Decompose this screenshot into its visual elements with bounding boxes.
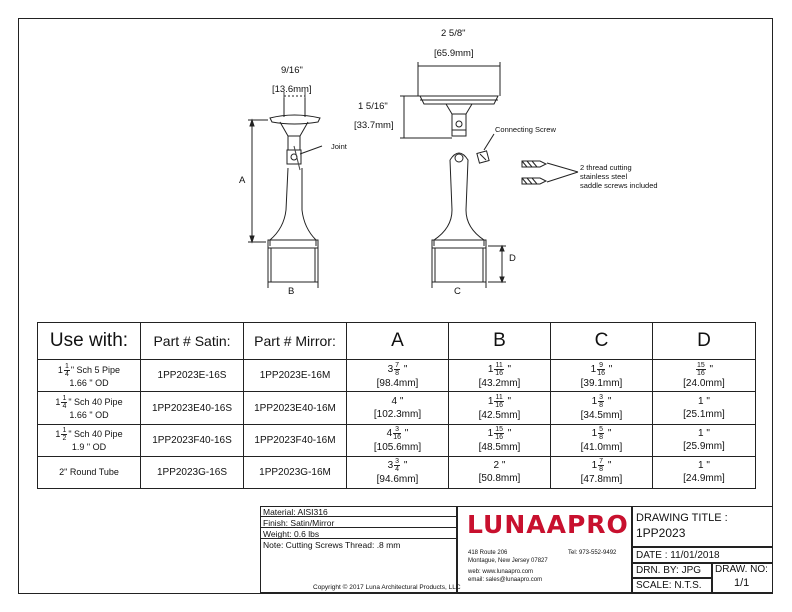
connecting-screw xyxy=(477,134,494,163)
dim-saddle-width: 9/16" xyxy=(281,65,303,76)
copyright-text: Copyright © 2017 Luna Architectural Products, LLC xyxy=(313,584,461,591)
address-line-2: Montague, New Jersey 07827 xyxy=(468,558,548,564)
label-joint: Joint xyxy=(331,142,347,151)
header-c: C xyxy=(551,323,653,360)
part-mirror-cell: 1PP2023E40-16M xyxy=(244,392,347,424)
dim-a-cell: 4 $\frac{3}{16}$ " [105.6mm] xyxy=(347,424,449,456)
email: email: sales@lunaapro.com xyxy=(468,577,543,583)
use-with-cell: 1 $\frac{1}{4}$ " Sch 5 Pipe 1.66 " OD xyxy=(38,360,141,392)
header-part-mirror: Part # Mirror: xyxy=(244,323,347,360)
screws-note-line-3: saddle screws included xyxy=(580,181,658,190)
scale-text: SCALE: N.T.S. xyxy=(636,580,702,591)
use-with-cell: 2" Round Tube xyxy=(38,456,141,488)
dim-b-cell: 2 " [50.8mm] xyxy=(449,456,551,488)
dim-c-cell: 1 $\frac{9}{16}$ " [39.1mm] xyxy=(551,360,653,392)
draw-no: 1/1 xyxy=(734,577,750,589)
dim-d-cell: 1 " [25.9mm] xyxy=(653,424,756,456)
dim-label-a: A xyxy=(239,175,246,186)
dim-c-cell: 1 $\frac{3}{8}$ " [34.5mm] xyxy=(551,392,653,424)
side-view xyxy=(248,92,322,288)
dim-d-cell: 1 " [25.1mm] xyxy=(653,392,756,424)
dim-a-cell: 3 $\frac{7}{8}$ " [98.4mm] xyxy=(347,360,449,392)
table-row xyxy=(38,360,756,392)
dim-c-cell: 1 $\frac{5}{8}$ " [41.0mm] xyxy=(551,424,653,456)
dim-height: 1 5/16" xyxy=(358,101,388,112)
dim-saddle-width-mm: [13.6mm] xyxy=(272,84,312,95)
dim-b-cell: 1 $\frac{11}{16}$ " [43.2mm] xyxy=(449,360,551,392)
dim-a-cell: 4 " [102.3mm] xyxy=(347,392,449,424)
saddle-screws xyxy=(522,161,578,184)
front-view xyxy=(400,62,506,288)
address-line-1: 418 Route 206 xyxy=(468,550,508,556)
table-header-row xyxy=(38,323,756,360)
draw-no-label: DRAW. NO: xyxy=(715,564,768,575)
part-satin-cell: 1PP2023F40-16S xyxy=(141,424,244,456)
header-use-with: Use with: xyxy=(38,323,141,360)
use-with-cell: 1 $\frac{1}{4}$ " Sch 40 Pipe 1.66 " OD xyxy=(38,392,141,424)
website: web: www.lunaapro.com xyxy=(468,569,534,575)
note-text: Note: Cutting Screws Thread: .8 mm xyxy=(263,540,401,550)
dim-top-width: 2 5/8" xyxy=(441,28,466,39)
drawing-title: 1PP2023 xyxy=(636,526,686,540)
dim-height-mm: [33.7mm] xyxy=(354,120,394,131)
label-connecting-screw: Connecting Screw xyxy=(495,125,556,134)
part-mirror-cell: 1PP2023E-16M xyxy=(244,360,347,392)
part-satin-cell: 1PP2023E-16S xyxy=(141,360,244,392)
screws-note-line-1: 2 thread cutting xyxy=(580,163,632,172)
header-part-satin: Part # Satin: xyxy=(141,323,244,360)
spec-table xyxy=(37,322,756,489)
dim-label-b: B xyxy=(288,286,295,297)
dim-top-width-mm: [65.9mm] xyxy=(434,48,474,59)
header-d: D xyxy=(653,323,756,360)
material-text: Material: AISI316 xyxy=(263,507,328,517)
table-row xyxy=(38,456,756,488)
dim-b-cell: 1 $\frac{15}{16}$ " [48.5mm] xyxy=(449,424,551,456)
part-satin-cell: 1PP2023E40-16S xyxy=(141,392,244,424)
part-mirror-cell: 1PP2023F40-16M xyxy=(244,424,347,456)
telephone: Tel: 973-552-9492 xyxy=(568,550,617,556)
header-a: A xyxy=(347,323,449,360)
date-text: DATE : 11/01/2018 xyxy=(636,550,720,561)
dim-c-cell: 1 $\frac{7}{8}$ " [47.8mm] xyxy=(551,456,653,488)
part-mirror-cell: 1PP2023G-16M xyxy=(244,456,347,488)
use-with-cell: 1 $\frac{1}{2}$ " Sch 40 Pipe 1.9 " OD xyxy=(38,424,141,456)
drawn-by-text: DRN. BY: JPG xyxy=(636,565,702,576)
part-satin-cell: 1PP2023G-16S xyxy=(141,456,244,488)
finish-text: Finish: Satin/Mirror xyxy=(263,518,335,528)
dim-label-c: C xyxy=(454,286,461,297)
weight-text: Weight: 0.6 lbs xyxy=(263,529,320,539)
dim-b-cell: 1 $\frac{11}{16}$ " [42.5mm] xyxy=(449,392,551,424)
header-b: B xyxy=(449,323,551,360)
dim-a-cell: 3 $\frac{3}{4}$ " [94.6mm] xyxy=(347,456,449,488)
company-logo: LUNAAPRO xyxy=(467,510,629,539)
dim-d-cell: $\frac{15}{16}$ " [24.0mm] xyxy=(653,360,756,392)
dim-d-cell: 1 " [24.9mm] xyxy=(653,456,756,488)
screws-note-line-2: stainless steel xyxy=(580,172,628,181)
table-row xyxy=(38,392,756,424)
table-row xyxy=(38,424,756,456)
dim-label-d: D xyxy=(509,253,516,264)
drawing-title-label: DRAWING TITLE : xyxy=(636,512,728,524)
